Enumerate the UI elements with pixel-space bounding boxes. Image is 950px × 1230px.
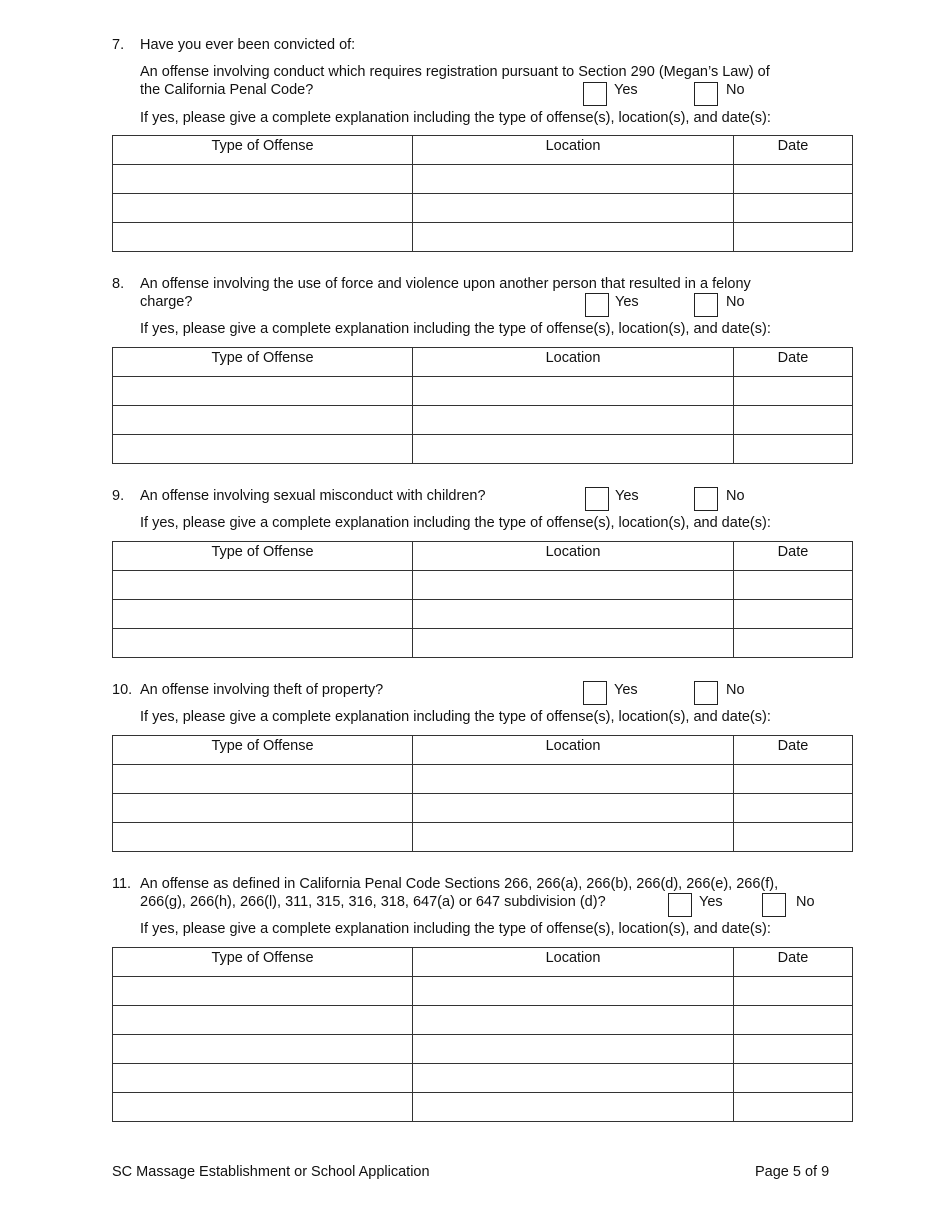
q8-yes-label: Yes (615, 294, 639, 310)
header-location: Location (413, 348, 734, 377)
q11-yes-label: Yes (699, 894, 723, 910)
date-cell[interactable] (734, 794, 853, 823)
header-location: Location (413, 736, 734, 765)
location-cell[interactable] (413, 194, 734, 223)
footer-page-number: Page 5 of 9 (755, 1164, 830, 1180)
q7-yes-checkbox[interactable] (583, 82, 607, 106)
table-row (113, 823, 853, 852)
header-type-of-offense: Type of Offense (113, 348, 413, 377)
offense-type-cell[interactable] (113, 406, 413, 435)
location-cell[interactable] (413, 765, 734, 794)
location-cell[interactable] (413, 406, 734, 435)
header-date: Date (734, 948, 853, 977)
q9-line1: An offense involving sexual misconduct with children? (140, 488, 486, 504)
q10-no-label: No (726, 682, 745, 698)
location-cell[interactable] (413, 377, 734, 406)
header-location: Location (413, 136, 734, 165)
q10-line1: An offense involving theft of property? (140, 682, 384, 698)
table-header-row (113, 136, 853, 165)
date-cell[interactable] (734, 765, 853, 794)
location-cell[interactable] (413, 223, 734, 252)
offense-type-cell[interactable] (113, 165, 413, 194)
q11-line1: An offense as defined in California Penal Code Sections 266, 266(a), 266(b), 266(d), 266(e), 266(f), (140, 876, 779, 892)
q7-line1: An offense involving conduct which requires registration pursuant to Section 290 (Megan’s Law) of (140, 64, 770, 80)
table-row (113, 194, 853, 223)
q10-offense-table (112, 735, 853, 852)
table-header-row (113, 948, 853, 977)
header-location: Location (413, 542, 734, 571)
offense-type-cell[interactable] (113, 765, 413, 794)
location-cell[interactable] (413, 1093, 734, 1122)
table-header-row (113, 542, 853, 571)
offense-type-cell[interactable] (113, 435, 413, 464)
header-date: Date (734, 542, 853, 571)
footer-document-title: SC Massage Establishment or School Application (112, 1164, 430, 1180)
q11-no-checkbox[interactable] (762, 893, 786, 917)
offense-type-cell[interactable] (113, 629, 413, 658)
location-cell[interactable] (413, 435, 734, 464)
date-cell[interactable] (734, 823, 853, 852)
q11-yes-checkbox[interactable] (668, 893, 692, 917)
offense-type-cell[interactable] (113, 794, 413, 823)
table-row (113, 571, 853, 600)
location-cell[interactable] (413, 1035, 734, 1064)
date-cell[interactable] (734, 1064, 853, 1093)
q10-no-checkbox[interactable] (694, 681, 718, 705)
q11-instruction: If yes, please give a complete explanation including the type of offense(s), location(s), and date(s): (140, 921, 771, 937)
q7-line2: the California Penal Code? (140, 82, 314, 98)
offense-type-cell[interactable] (113, 1006, 413, 1035)
q7-offense-table (112, 135, 853, 252)
location-cell[interactable] (413, 165, 734, 194)
table-row (113, 1093, 853, 1122)
q11-number: 11. (112, 876, 132, 892)
table-row (113, 794, 853, 823)
date-cell[interactable] (734, 571, 853, 600)
q10-number: 10. (112, 682, 133, 698)
q9-instruction: If yes, please give a complete explanation including the type of offense(s), location(s), and date(s): (140, 515, 771, 531)
location-cell[interactable] (413, 794, 734, 823)
offense-type-cell[interactable] (113, 571, 413, 600)
q7-no-label: No (726, 82, 745, 98)
location-cell[interactable] (413, 629, 734, 658)
offense-type-cell[interactable] (113, 1035, 413, 1064)
table-row (113, 600, 853, 629)
q9-yes-label: Yes (615, 488, 639, 504)
q9-no-checkbox[interactable] (694, 487, 718, 511)
q11-no-label: No (796, 894, 815, 910)
table-row (113, 435, 853, 464)
date-cell[interactable] (734, 1035, 853, 1064)
header-date: Date (734, 348, 853, 377)
offense-type-cell[interactable] (113, 377, 413, 406)
q10-yes-label: Yes (614, 682, 638, 698)
date-cell[interactable] (734, 194, 853, 223)
table-row (113, 1035, 853, 1064)
date-cell[interactable] (734, 223, 853, 252)
header-type-of-offense: Type of Offense (113, 136, 413, 165)
table-row (113, 165, 853, 194)
location-cell[interactable] (413, 977, 734, 1006)
q9-offense-table (112, 541, 853, 658)
q10-instruction: If yes, please give a complete explanation including the type of offense(s), location(s), and date(s): (140, 709, 771, 725)
location-cell[interactable] (413, 600, 734, 629)
q7-yes-label: Yes (614, 82, 638, 98)
q8-line1: An offense involving the use of force and violence upon another person that resulted in a felony (140, 276, 751, 292)
header-type-of-offense: Type of Offense (113, 542, 413, 571)
table-row (113, 406, 853, 435)
table-row (113, 1006, 853, 1035)
location-cell[interactable] (413, 1064, 734, 1093)
date-cell[interactable] (734, 600, 853, 629)
offense-type-cell[interactable] (113, 823, 413, 852)
q8-line2: charge? (140, 294, 193, 310)
q7-instruction: If yes, please give a complete explanation including the type of offense(s), location(s), and date(s): (140, 110, 771, 126)
q8-instruction: If yes, please give a complete explanation including the type of offense(s), location(s), and date(s): (140, 321, 771, 337)
q9-number: 9. (112, 488, 125, 504)
offense-type-cell[interactable] (113, 223, 413, 252)
header-type-of-offense: Type of Offense (113, 948, 413, 977)
q11-line2: 266(g), 266(h), 266(l), 311, 315, 316, 318, 647(a) or 647 subdivision (d)? (140, 894, 606, 910)
q8-number: 8. (112, 276, 125, 292)
q8-yes-checkbox[interactable] (585, 293, 609, 317)
date-cell[interactable] (734, 1093, 853, 1122)
date-cell[interactable] (734, 165, 853, 194)
date-cell[interactable] (734, 406, 853, 435)
offense-type-cell[interactable] (113, 194, 413, 223)
q9-no-label: No (726, 488, 745, 504)
offense-type-cell[interactable] (113, 1093, 413, 1122)
location-cell[interactable] (413, 823, 734, 852)
date-cell[interactable] (734, 377, 853, 406)
offense-type-cell[interactable] (113, 1064, 413, 1093)
table-row (113, 1064, 853, 1093)
q7-no-checkbox[interactable] (694, 82, 718, 106)
header-location: Location (413, 948, 734, 977)
table-row (113, 223, 853, 252)
table-row (113, 629, 853, 658)
location-cell[interactable] (413, 1006, 734, 1035)
offense-type-cell[interactable] (113, 977, 413, 1006)
table-row (113, 977, 853, 1006)
header-date: Date (734, 736, 853, 765)
q9-yes-checkbox[interactable] (585, 487, 609, 511)
q7-number: 7. (112, 37, 125, 53)
q10-yes-checkbox[interactable] (583, 681, 607, 705)
q8-no-checkbox[interactable] (694, 293, 718, 317)
q8-no-label: No (726, 294, 745, 310)
header-type-of-offense: Type of Offense (113, 736, 413, 765)
table-header-row (113, 348, 853, 377)
location-cell[interactable] (413, 571, 734, 600)
table-row (113, 765, 853, 794)
table-row (113, 377, 853, 406)
offense-type-cell[interactable] (113, 600, 413, 629)
q11-offense-table (112, 947, 853, 1122)
header-date: Date (734, 136, 853, 165)
date-cell[interactable] (734, 1006, 853, 1035)
q7-intro: Have you ever been convicted of: (140, 37, 356, 53)
date-cell[interactable] (734, 977, 853, 1006)
date-cell[interactable] (734, 629, 853, 658)
date-cell[interactable] (734, 435, 853, 464)
table-header-row (113, 736, 853, 765)
q8-offense-table (112, 347, 853, 464)
